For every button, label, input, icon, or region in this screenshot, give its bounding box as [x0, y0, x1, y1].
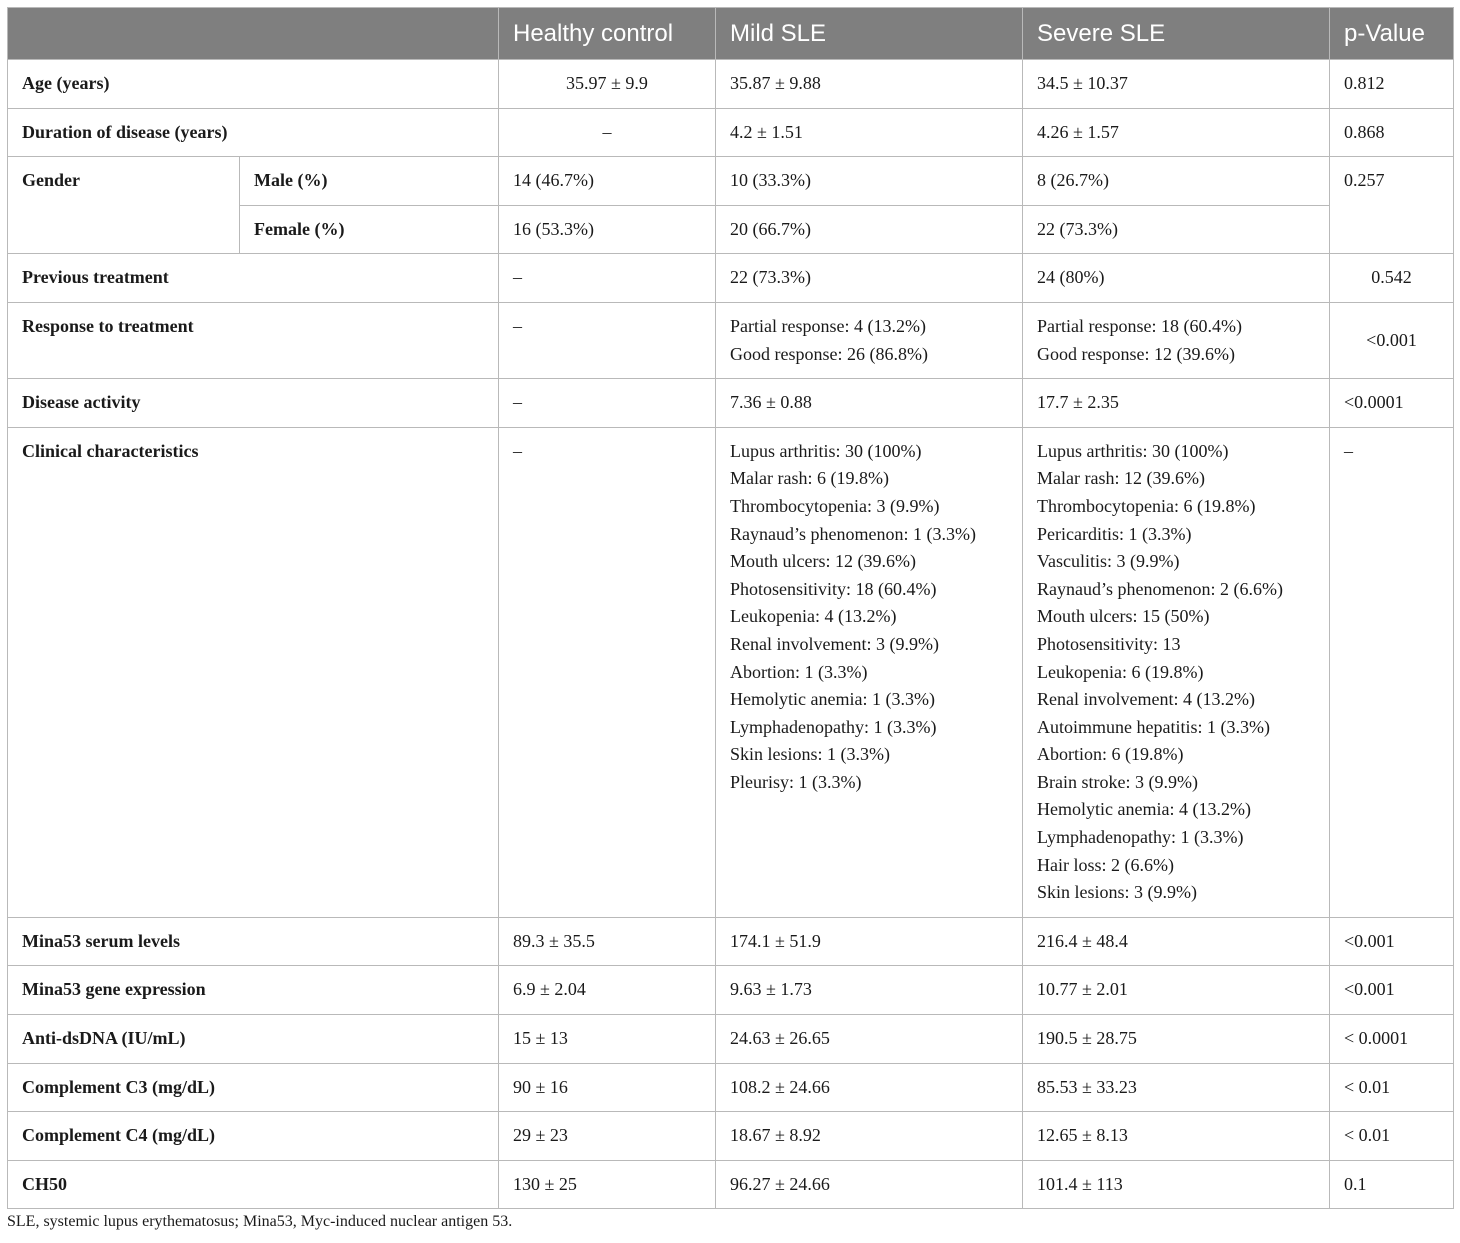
cell-healthy: – — [499, 254, 716, 303]
cell-p: 0.812 — [1330, 60, 1454, 109]
cell-severe: 190.5 ± 28.75 — [1023, 1015, 1330, 1064]
cell-severe: 216.4 ± 48.4 — [1023, 917, 1330, 966]
row-label: Disease activity — [8, 379, 499, 428]
cell-healthy: 89.3 ± 35.5 — [499, 917, 716, 966]
table-row-c4 — [8, 1112, 1454, 1161]
cell-mild: 10 (33.3%) — [716, 157, 1023, 206]
header-row — [8, 8, 1454, 60]
list-item: Hair loss: 2 (6.6%) — [1037, 854, 1174, 875]
cell-p: 0.542 — [1330, 254, 1454, 303]
cell-severe: 12.65 ± 8.13 — [1023, 1112, 1330, 1161]
header-mild-sle: Mild SLE — [716, 8, 1023, 60]
cell-mild: 96.27 ± 24.66 — [716, 1160, 1023, 1209]
cell-mild: 7.36 ± 0.88 — [716, 379, 1023, 428]
table-row-duration — [8, 108, 1454, 157]
list-item: Malar rash: 12 (39.6%) — [1037, 468, 1205, 489]
list-item: Pericarditis: 1 (3.3%) — [1037, 523, 1192, 544]
cell-healthy: – — [499, 302, 716, 378]
list-item: Good response: 12 (39.6%) — [1037, 343, 1235, 364]
table-row-c3 — [8, 1063, 1454, 1112]
list-item: Brain stroke: 3 (9.9%) — [1037, 771, 1198, 792]
list-item: Photosensitivity: 13 — [1037, 633, 1181, 654]
list-item: Skin lesions: 3 (9.9%) — [1037, 882, 1197, 903]
list-item: Pleurisy: 1 (3.3%) — [730, 771, 862, 792]
row-label: Gender — [8, 157, 240, 254]
list-item: Thrombocytopenia: 3 (9.9%) — [730, 495, 940, 516]
cell-severe: 85.53 ± 33.23 — [1023, 1063, 1330, 1112]
row-label: Previous treatment — [8, 254, 499, 303]
list-item: Skin lesions: 1 (3.3%) — [730, 744, 890, 765]
cell-mild — [716, 302, 1023, 378]
list-item: Hemolytic anemia: 4 (13.2%) — [1037, 799, 1251, 820]
cell-mild: 9.63 ± 1.73 — [716, 966, 1023, 1015]
row-label: Clinical characteristics — [8, 427, 499, 917]
cell-severe — [1023, 302, 1330, 378]
cell-severe: 22 (73.3%) — [1023, 205, 1330, 254]
list-item: Leukopenia: 4 (13.2%) — [730, 606, 897, 627]
cell-healthy: 35.97 ± 9.9 — [499, 60, 716, 109]
table-row-previous-treatment — [8, 254, 1454, 303]
cell-p: 0.868 — [1330, 108, 1454, 157]
table-row-mina53-gene — [8, 966, 1454, 1015]
row-label: Complement C4 (mg/dL) — [8, 1112, 499, 1161]
table-row-mina53-serum — [8, 917, 1454, 966]
cell-mild — [716, 427, 1023, 917]
row-label: Duration of disease (years) — [8, 108, 499, 157]
list-item: Good response: 26 (86.8%) — [730, 343, 928, 364]
cell-p: <0.001 — [1330, 917, 1454, 966]
cell-mild: 4.2 ± 1.51 — [716, 108, 1023, 157]
cell-healthy: 29 ± 23 — [499, 1112, 716, 1161]
table-row-clinical — [8, 427, 1454, 917]
cell-mild: 22 (73.3%) — [716, 254, 1023, 303]
cell-mild: 20 (66.7%) — [716, 205, 1023, 254]
cell-healthy: – — [499, 427, 716, 917]
row-label: CH50 — [8, 1160, 499, 1209]
header-p-value: p-Value — [1330, 8, 1454, 60]
cell-severe: 17.7 ± 2.35 — [1023, 379, 1330, 428]
cell-p: – — [1330, 427, 1454, 917]
table-row-ch50 — [8, 1160, 1454, 1209]
cell-severe: 4.26 ± 1.57 — [1023, 108, 1330, 157]
cell-healthy: 15 ± 13 — [499, 1015, 716, 1064]
cell-healthy: 14 (46.7%) — [499, 157, 716, 206]
cell-p: <0.001 — [1330, 966, 1454, 1015]
cell-healthy: 6.9 ± 2.04 — [499, 966, 716, 1015]
header-healthy-control: Healthy control — [499, 8, 716, 60]
row-label: Age (years) — [8, 60, 499, 109]
sub-label-male: Male (%) — [240, 157, 499, 206]
list-item: Partial response: 18 (60.4%) — [1037, 315, 1242, 336]
cell-healthy: 90 ± 16 — [499, 1063, 716, 1112]
cell-mild: 35.87 ± 9.88 — [716, 60, 1023, 109]
list-item: Hemolytic anemia: 1 (3.3%) — [730, 689, 935, 710]
row-label: Mina53 serum levels — [8, 917, 499, 966]
table-row-gender-male — [8, 157, 1454, 206]
cell-severe: 101.4 ± 113 — [1023, 1160, 1330, 1209]
list-item: Renal involvement: 3 (9.9%) — [730, 633, 939, 654]
cell-p: < 0.01 — [1330, 1063, 1454, 1112]
cell-severe — [1023, 427, 1330, 917]
table-row-disease-activity — [8, 379, 1454, 428]
header-empty-cell — [8, 8, 499, 60]
list-item: Lupus arthritis: 30 (100%) — [1037, 440, 1229, 461]
table-row-response — [8, 302, 1454, 378]
cell-p: <0.001 — [1330, 302, 1454, 378]
cell-healthy: – — [499, 379, 716, 428]
list-item: Leukopenia: 6 (19.8%) — [1037, 661, 1204, 682]
cell-p: < 0.0001 — [1330, 1015, 1454, 1064]
list-item: Lymphadenopathy: 1 (3.3%) — [1037, 827, 1244, 848]
row-label: Mina53 gene expression — [8, 966, 499, 1015]
cell-severe: 10.77 ± 2.01 — [1023, 966, 1330, 1015]
cell-p: 0.257 — [1330, 157, 1454, 254]
list-item: Photosensitivity: 18 (60.4%) — [730, 578, 937, 599]
list-item: Mouth ulcers: 12 (39.6%) — [730, 551, 916, 572]
cell-mild: 24.63 ± 26.65 — [716, 1015, 1023, 1064]
sub-label-female: Female (%) — [240, 205, 499, 254]
list-item: Lupus arthritis: 30 (100%) — [730, 440, 922, 461]
cell-severe: 34.5 ± 10.37 — [1023, 60, 1330, 109]
list-item: Raynaud’s phenomenon: 1 (3.3%) — [730, 523, 976, 544]
cell-severe: 24 (80%) — [1023, 254, 1330, 303]
list-item: Raynaud’s phenomenon: 2 (6.6%) — [1037, 578, 1283, 599]
row-label: Complement C3 (mg/dL) — [8, 1063, 499, 1112]
list-item: Autoimmune hepatitis: 1 (3.3%) — [1037, 716, 1270, 737]
table-row-anti-dsdna — [8, 1015, 1454, 1064]
list-item: Vasculitis: 3 (9.9%) — [1037, 551, 1180, 572]
row-label: Anti-dsDNA (IU/mL) — [8, 1015, 499, 1064]
data-table — [7, 7, 1454, 1209]
list-item: Lymphadenopathy: 1 (3.3%) — [730, 716, 937, 737]
list-item: Thrombocytopenia: 6 (19.8%) — [1037, 495, 1256, 516]
header-severe-sle: Severe SLE — [1023, 8, 1330, 60]
list-item: Mouth ulcers: 15 (50%) — [1037, 606, 1210, 627]
list-item: Abortion: 6 (19.8%) — [1037, 744, 1184, 765]
cell-p: <0.0001 — [1330, 379, 1454, 428]
cell-mild: 18.67 ± 8.92 — [716, 1112, 1023, 1161]
cell-p: < 0.01 — [1330, 1112, 1454, 1161]
cell-healthy: 130 ± 25 — [499, 1160, 716, 1209]
cell-mild: 108.2 ± 24.66 — [716, 1063, 1023, 1112]
cell-p: 0.1 — [1330, 1160, 1454, 1209]
table-row-age — [8, 60, 1454, 109]
row-label: Response to treatment — [8, 302, 499, 378]
cell-healthy: 16 (53.3%) — [499, 205, 716, 254]
cell-healthy: – — [499, 108, 716, 157]
cell-mild: 174.1 ± 51.9 — [716, 917, 1023, 966]
list-item: Renal involvement: 4 (13.2%) — [1037, 689, 1255, 710]
list-item: Partial response: 4 (13.2%) — [730, 315, 926, 336]
list-item: Abortion: 1 (3.3%) — [730, 661, 868, 682]
table-container — [7, 7, 1453, 1209]
list-item: Malar rash: 6 (19.8%) — [730, 468, 889, 489]
table-footnote: SLE, systemic lupus erythematosus; Mina53, Myc-induced nuclear antigen 53. — [7, 1213, 513, 1230]
cell-severe: 8 (26.7%) — [1023, 157, 1330, 206]
